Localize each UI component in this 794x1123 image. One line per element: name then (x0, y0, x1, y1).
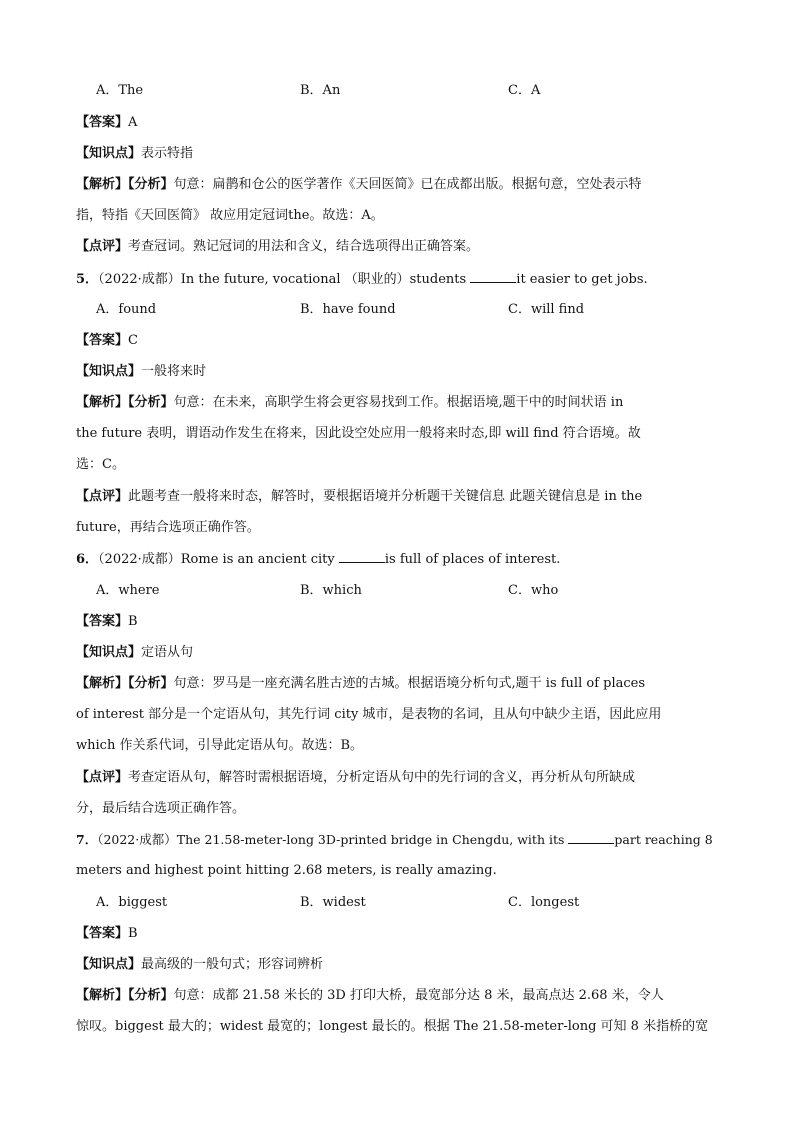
q4-option-a[interactable]: A．The (96, 83, 144, 98)
q6-knowledge-point: 【知识点】定语从句 (76, 645, 194, 660)
q6-comment-line-1: 【点评】考查定语从句，解答时需根据语境，分析定语从句中的先行词的含义，再分析从句所缺成 (76, 770, 636, 785)
q5-option-c[interactable]: C．will find (508, 302, 585, 317)
q5-option-a[interactable]: A．found (96, 302, 157, 317)
q5-stem: 5．（2022·成都）In the future, vocational （职业的）students it easier to get jobs. (76, 272, 648, 287)
q5-comment-line-1: 【点评】此题考查一般将来时态，解答时，要根据语境并分析题干关键信息 此题关键信息是 in the (76, 489, 643, 504)
q5-comment-line-2: future，再结合选项正确作答。 (76, 520, 260, 535)
q5-analysis-line-3: 选：C。 (76, 457, 125, 472)
q6-analysis-line-1: 【解析】【分析】句意：罗马是一座充满名胜古迹的古城。根据语境分析句式,题干 is full of places (76, 676, 646, 691)
q6-answer: 【答案】B (76, 614, 138, 629)
q6-comment-line-2: 分，最后结合选项正确作答。 (76, 801, 246, 816)
q7-option-c[interactable]: C．longest (508, 895, 580, 910)
q6-options (96, 582, 716, 600)
q6-analysis-line-3: which 作关系代词，引导此定语从句。故选：B。 (76, 738, 363, 753)
q7-analysis-line-2: 惊叹。biggest 最大的；widest 最宽的；longest 最长的。根据 The 21.58-meter-long 可知 8 米指桥的宽 (76, 1019, 709, 1034)
q6-blank (339, 550, 385, 563)
q4-answer: 【答案】A (76, 115, 138, 130)
q5-analysis-line-1: 【解析】【分析】句意：在未来，高职学生将会更容易找到工作。根据语境,题干中的时间状语 in (76, 395, 624, 410)
q6-analysis-line-2: of interest 部分是一个定语从句，其先行词 city 城市，是表物的名词，且从句中缺少主语，因此应用 (76, 707, 662, 722)
q4-analysis-line-1: 【解析】【分析】句意：扁鹊和仓公的医学著作《天回医简》已在成都出版。根据句意，空处表示特 (76, 177, 642, 192)
q5-blank (470, 270, 516, 283)
q5-analysis-line-2: the future 表明，谓语动作发生在将来，因此设空处应用一般将来时态,即 will find 符合语境。故 (76, 426, 641, 441)
q5-answer: 【答案】C (76, 333, 138, 348)
q4-option-b[interactable]: B．An (300, 83, 341, 98)
q7-stem-line-2: meters and highest point hitting 2.68 meters, is really amazing. (76, 863, 497, 878)
q4-options (96, 82, 716, 100)
q4-option-c[interactable]: C．A (508, 83, 541, 98)
q4-knowledge-point: 【知识点】表示特指 (76, 146, 194, 161)
q7-option-a[interactable]: A．biggest (96, 895, 168, 910)
q6-stem: 6．（2022·成都）Rome is an ancient city is full of places of interest. (76, 552, 561, 567)
q4-analysis-line-2: 指，特指《天回医简》 故应用定冠词the。故选：A。 (76, 208, 384, 223)
q7-answer: 【答案】B (76, 926, 138, 941)
q5-knowledge-point: 【知识点】一般将来时 (76, 364, 207, 379)
q7-option-b[interactable]: B．widest (300, 895, 366, 910)
q7-knowledge-point: 【知识点】最高级的一般句式；形容词辨析 (76, 957, 324, 972)
q6-option-b[interactable]: B．which (300, 583, 362, 598)
q7-options (96, 894, 716, 912)
q5-option-b[interactable]: B．have found (300, 302, 396, 317)
q6-option-c[interactable]: C．who (508, 583, 559, 598)
q6-option-a[interactable]: A．where (96, 583, 160, 598)
q4-comment: 【点评】考查冠词。熟记冠词的用法和含义，结合选项得出正确答案。 (76, 239, 480, 254)
q5-options (96, 301, 716, 319)
q7-stem-line-1: 7．（2022·成都）The 21.58-meter-long 3D-printed bridge in Chengdu, with its part reaching 8 (76, 832, 713, 847)
q7-analysis-line-1: 【解析】【分析】句意：成都 21.58 米长的 3D 打印大桥，最宽部分达 8 米，最高点达 2.68 米，令人 (76, 988, 664, 1003)
q7-blank (568, 831, 614, 844)
